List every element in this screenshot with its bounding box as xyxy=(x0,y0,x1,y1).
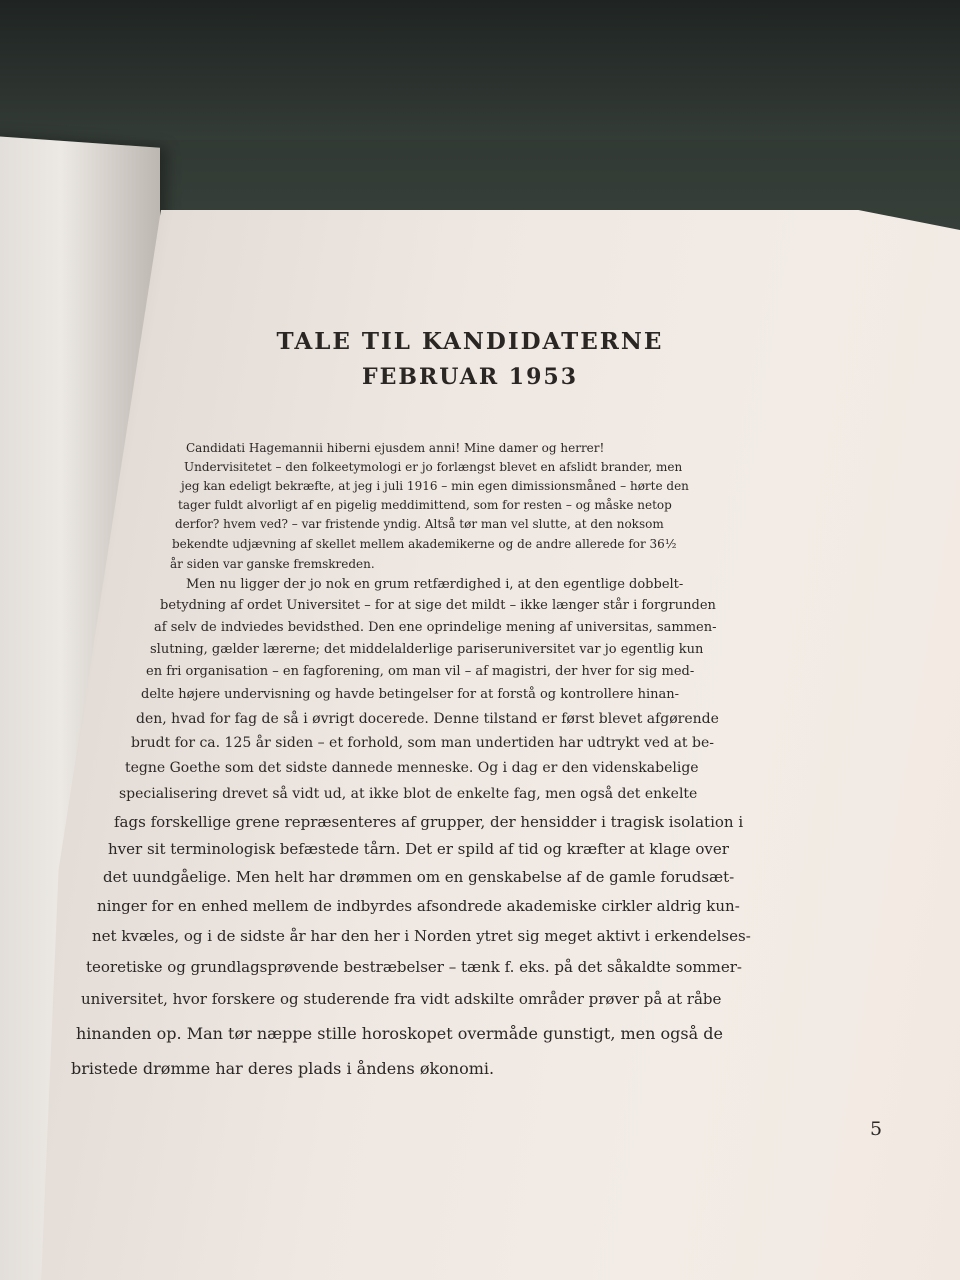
body-line: Candidati Hagemannii hiberni ejusdem anni! Mine damer og herrer! xyxy=(186,441,605,455)
body-line: år siden var ganske fremskreden. xyxy=(170,557,375,571)
body-line: universitet, hvor forskere og studerende fra vidt adskilte områder prøver på at råbe xyxy=(81,990,722,1008)
body-line: delte højere undervisning og havde betingelser for at forstå og kontrollere hinan- xyxy=(141,687,680,702)
body-line: slutning, gælder lærerne; det middelalderlige pariseruniversitet var jo egentlig kun xyxy=(150,642,704,657)
body-line: en fri organisation – en fagforening, om man vil – af magistri, der hver for sig med- xyxy=(146,664,695,679)
body-line: den, hvad for fag de så i øvrigt docerede. Denne tilstand er først blevet afgørende xyxy=(136,711,719,727)
body-line: betydning af ordet Universitet – for at sige det mildt – ikke længer står i forgrunden xyxy=(160,598,716,613)
body-line: det uundgåelige. Men helt har drømmen om en genskabelse af de gamle forudsæt- xyxy=(103,868,735,886)
body-line: Men nu ligger der jo nok en grum retfærdighed i, at den egentlige dobbelt- xyxy=(186,577,684,592)
body-line: ninger for en enhed mellem de indbyrdes afsondrede akademiske cirkler aldrig kun- xyxy=(97,897,740,915)
body-line: teoretiske og grundlagsprøvende bestræbelser – tænk f. eks. på det såkaldte sommer- xyxy=(86,958,742,976)
body-line: Undervisitetet – den folkeetymologi er jo forlængst blevet en afslidt brander, men xyxy=(184,460,683,474)
body-line: hinanden op. Man tør næppe stille horoskopet overmåde gunstigt, men også de xyxy=(76,1024,723,1043)
body-line: bristede drømme har deres plads i åndens økonomi. xyxy=(71,1059,495,1078)
background-fabric xyxy=(0,0,960,140)
page-number: 5 xyxy=(870,1118,883,1140)
body-line: specialisering drevet så vidt ud, at ikke blot de enkelte fag, men også det enkelte xyxy=(119,786,698,802)
body-line: brudt for ca. 125 år siden – et forhold, som man undertiden har udtrykt ved at be- xyxy=(131,735,714,751)
page-title-line-1: TALE TIL KANDIDATERNE xyxy=(276,328,664,355)
body-line: bekendte udjævning af skellet mellem akademikerne og de andre allerede for 36½ xyxy=(172,537,677,551)
body-line: tager fuldt alvorligt af en pigelig meddimittend, som for resten – og måske netop xyxy=(178,498,672,512)
body-line: jeg kan edeligt bekræfte, at jeg i juli 1916 – min egen dimissionsmåned – hørte den xyxy=(181,479,689,493)
body-line: fags forskellige grene repræsenteres af grupper, der hensidder i tragisk isolation i xyxy=(114,813,744,831)
body-line: tegne Goethe som det sidste dannede menneske. Og i dag er den videnskabelige xyxy=(125,760,699,776)
body-line: derfor? hvem ved? – var fristende yndig. Altså tør man vel slutte, at den noksom xyxy=(175,517,664,531)
body-line: net kvæles, og i de sidste år har den her i Norden ytret sig meget aktivt i erkendelses- xyxy=(92,927,751,945)
body-line: hver sit terminologisk befæstede tårn. Det er spild af tid og kræfter at klage over xyxy=(108,840,729,858)
page-title-line-2: FEBRUAR 1953 xyxy=(361,364,579,390)
body-line: af selv de indviedes bevidsthed. Den ene oprindelige mening af universitas, sammen- xyxy=(154,620,717,635)
